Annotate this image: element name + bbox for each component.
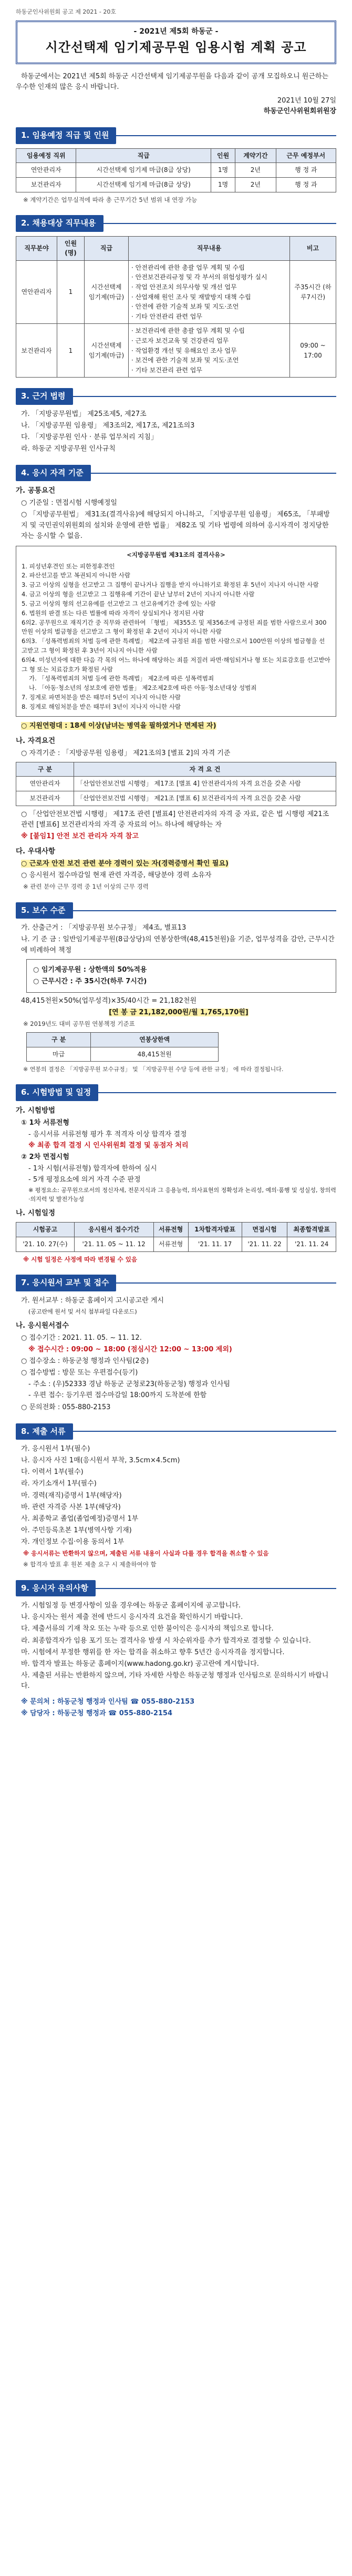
doc-item: 다. 이력서 1부(필수) — [21, 1468, 84, 1477]
section-2-header — [16, 215, 336, 231]
salary-table: 구 분 연봉상한액 마급 48,415천원 — [26, 1032, 219, 1062]
section-7-title: 7. 응시원서 교부 및 접수 — [16, 1275, 116, 1291]
age-requirement: ○ 지원연령대 : 18세 이상(남녀는 병역을 필하였거나 면제된 자) — [21, 721, 216, 730]
section-8-title: 8. 제출 서류 — [16, 1423, 73, 1440]
disqualification-box: <지방공무원법 제31조의 결격사유> 1. 피성년후견인 또는 피한정후견인 2. 파산선고를 받고 복권되지 아니한 사람 3. 금고 이상의 실형을 선고받고 그 집행이 끝나거나 집행을 받지 아니하기로 확정된 후 5년이 지나지 아니한 사람 4. 금고 이상의 형을 선고받고 그 집행유예 기간이 끝난 날부터 2년이 지나지 아니한 사람 5. 금고 이상의 형의 선고유예를 선고받고 그 선고유예기간 중에 있는 사람 6. 법원의 판결 또는 다른 법률에 따라 자격이 상실되거나 정지된 사람 6의2. 공무원으로 재직기간 중 직무와 관련하여 「형법」 제355조 및 제356조에 규정된 죄를 범한 사람으로서 300만원 이상의 벌금형을 선고받고 그 형이 확정된 후 2년이 지나지 아니한 사람 6의3. 「성폭력범죄의 처벌 등에 관한 특례법」 제2조에 규정된 죄를 범한 사람으로서 100만원 이상의 벌금형을 선고받고 그 형이 확정된 후 3년이 지나지 아니한 사람 6의4. 미성년자에 대한 다음 각 목의 어느 하나에 해당하는 죄를 저질러 파면·해임되거나 형 또는 치료감호를 선고받아 그 형 또는 치료감호가 확정된 사람 가. 「성폭력범죄의 처벌 등에 관한 특례법」 제2조에 따른 성폭력범죄 나. 「아동·청소년의 성보호에 관한 법률」 제2조제2호에 따른 아동·청소년대상 성범죄 7. 징계로 파면처분을 받은 때부터 5년이 지나지 아니한 사람 8. 징계로 해임처분을 받은 때부터 3년이 지나지 아니한 사람 — [16, 546, 336, 717]
caution-item: 가. 시험일정 등 변경사항이 있을 경우에는 하동군 홈페이지에 공고합니다. — [21, 1602, 241, 1610]
notice-page: 하동군인사위원회 공고 제 2021 - 20호 - 2021년 제5회 하동군 - 시간선택제 임기제공무원 임용시험 계획 공고 하동군에서는 2021년 제5회 하동군 시간선택제 임기제공무원을 다음과 같이 공개 모집하오니 원근하는 우수한 인재의 많은 응시 바랍니다. 2021년 10월 27일 하동군인사위원회위원장 1. 임용예정 직급 및 인원 임용예정 직위 직급 인원 계약기간 근무 예정부서 연안관리자 시간선택제 임기제 마급(8급 상당) 1명 2년 행 정 과 보건관리자 시간선택제 임기제 마급(8급 상당) 1명 2년 행 정 과 ※ 계약기간은 업무실적에 따라 총 근무기간 5년 범위 내 연장 가능 2. 채용대상 직무내용 직무분야 인원(명) 직급 직무내용 비고 연안관리자 1 시간선택제 임기제(마급) · 안전관리에 관한 총괄 업무 계획 및 수립 · 안전보건관리규정 및 각 부서의 위험성평가 실시 · 작업 안전조치 의무사항 및 개선 업무 · 산업재해 원인 조사 및 재발방지 대책 수립 · 안전에 관한 기술적 보좌 및 지도·조언 · 기타 안전관리 관련 업무 주35시간 (하루7시간) 보건관리자 1 시간선택제 임기제(마급) · 보건관리에 관한 총괄 업무 계획 및 수립 · 근로자 보건교육 및 건강관리 업무 · 작업환경 개선 및 유해요인 조사 업무 · 보건에 관한 기술적 보좌 및 지도·조언 · 기타 보건관리 관련 업무 09:00 ~ 17:00 3. 근거 법령 가. 「지방공무원법」 제25조제5, 제27조 나. 「지방공무원 임용령」 제3조의2, 제17조, 제21조의3 다. 「지방공무원 인사 · 분류 업무처리 지침」 라. 하동군 지방공무원 인사규칙 4. 응시 자격 기준 가. 공통요건 ○ 기준일 : 면접시험 시행예정일 ○ 「지방공무원법」 제31조(결격사유)에 해당되지 아니하고, 「지방공무원 임용령」 제65조, 「부패방지 및 국민권익위원회의 설치와 운영에 관한 법률」 제82조 및 기타 법령에 의하여 응시자격이 정지당한 자는 응시할 수 없음. <지방공무원법 제31조의 결격사유> 1. 피성년후견인 또는 피한정후견인 2. 파산선고를 받고 복권되지 아니한 사람 3. 금고 이상의 실형을 선고받고 그 집행이 끝나거나 집행을 받지 아니하기로 확정된 후 5년이 지나지 아니한 사람 4. 금고 이상의 형을 선고받고 그 집행유예 기간이 끝난 날부터 2년이 지나지 아니한 사람 5. 금고 이상의 형의 선고유예를 선고받고 그 선고유예기간 중에 있는 사람 6. 법원의 판결 또는 다른 법률에 따라 자격이 상실되거나 정지된 사람 6의2. 공무원으로 재직기간 중 직무와 관련하여 「형법」 제355조 및 제356조에 규정된 죄를 범한 사람으로서 300만원 이상의 벌금형을 선고받고 그 형이 확정된 후 2년이 지나지 아니한 사람 6의3. 「성폭력범죄의 처벌 등에 관한 특례법」 제2조에 규정된 죄를 범한 사람으로서 100만원 이상의 벌금형을 선고받고 그 형이 확정된 후 3년이 지나지 아니한 사람 6의4. 미성년자에 대한 다음 각 목의 어느 하나에 해당하는 죄를 저질러 파면·해임되거나 형 또는 치료감호를 선고받아 그 형 또는 치료감호가 확정된 사람 가. 「성폭력범죄의 처벌 등에 관한 특례법」 제2조에 따른 성폭력범죄 나. 「아동·청소년의 성보호에 관한 법률」 제2조제2호에 따른 아동·청소년대상 성범죄 7. 징계로 파면처분을 받은 때부터 5년이 지나지 아니한 사람 8. 징계로 해임처분을 받은 때부터 3년이 지나지 아니한 사람 ○ 지원연령대 : 18세 이상(남녀는 병역을 필하였거나 면제된 자) 나. 자격요건 ○ 자격기준 : 「지방공무원 임용령」 제21조의3 [별표 2]의 자격 기준 구 분 자 격 요 건 연안관리자 「산업안전보건법 시행령」 제17조 [별표 4] 안전관리자의 자격 요건을 갖춘 사람 보건관리자 「산업안전보건법 시행령」 제21조 [별표 6] 보건관리자의 자격 요건을 갖춘 사람 ○ 「산업안전보건법 시행령」 제17조 관련 [별표4] 안전관리자의 자격 중 자료, 같은 법 시행령 제21조 관련 [별표6] 보건관리자의 자격 중 자료의 어느 하나에 해당하는 자 ※ [붙임1] 안전 보건 관리자 자격 참고 다. 우대사항 ○ 근로자 안전 보건 관련 분야 경력이 있는 자(경력증명서 확인 필요) ○ 응시원서 접수마감일 현재 관련 자격증, 해당분야 경력 소유자 ※ 관련 분야 근무 경력 중 1년 이상의 근무 경력 5. 보수 수준 가. 산출근거 : 「지방공무원 보수규정」 제4조, 별표13 나. 기 준 금 : 일반임기제공무원(8급상당)의 연봉상한액(48,415천원)을 기준, 업무성격을 감안, 근무시간에 비례하여 책정 ○ 임기제공무원 : 상한액의 50%적용 ○ 근무시간 : 주 35시간(하루 7시간) 48,415천원×50%(업무성격)×35/40시간 = 21,182천원 [연 봉 금 21,182,000원/월 1,765,170원] ※ 2019년도 대비 공무원 연봉책정 기준표 구 분 연봉상한액 마급 48,415천원 ※ 연봉의 결정은 「지방공무원 보수규정」 및 「지방공무원 수당 등에 관한 규정」 에 따라 결정됩니다. 6. 시험방법 및 일정 가. 시험방법 ① 1차 서류전형 - 응시서류 서류전형 평가 후 적격자 이상 합격자 결정 ※ 최종 합격 결정 시 인사위원회 결정 및 동점자 처리 ② 2차 면접시험 - 1차 시험(서류전형) 합격자에 한하여 실시 - 5개 평정요소에 의거 자격 수준 판정 ※ 평정요소: 공무원으로서의 정신자세, 전문지식과 그 응용능력, 의사표현의 정확성과 논리성, 예의·품행 및 성실성, 창의력·의지력 및 발전가능성 나. 시험일정 시험공고 응시원서 접수기간 서류전형 1차합격자발표 면접시험 최종합격발표 '21. 10. 27(수) '21. 11. 05 ~ 11. 12 서류전형 '21. 11. 17 '21. 11. 22 '21. 11. 24 ※ 시험 일정은 사정에 따라 변경될 수 있음 7. 응시원서 교부 및 접수 가. 원서교부 : 하동군 홈페이지 고시공고란 게시 (공고란에 원서 및 서식 첨부파일 다운로드) 나. 응시원서접수 ○ 접수기간 : 2021. 11. 05. ~ 11. 12. ※ 접수시간 : 09:00 ~ 18:00 (점심시간 12:00 ~ 13:00 제외) ○ 접수장소 : 하동군청 행정과 인사팀(2층) ○ 접수방법 : 방문 또는 우편접수(등기) - 주소 : (우)52333 경남 하동군 군청로23(하동군청) 행정과 인사팀 - 우편 접수: 등기우편 접수마감일 18:00까지 도착분에 한함 ○ 문의전화 : 055-880-2153 8. 제출 서류 가. 응시원서 1부(필수) 나. 응시자 사진 1매(응시원서 부착, 3.5cm×4.5cm) 다. 이력서 1부(필수) 라. 자기소개서 1부(필수) 마. 경력(재직)증명서 1부(해당자) 바. 관련 자격증 사본 1부(해당자) 사. 최종학교 졸업(졸업예정)증명서 1부 아. 주민등록초본 1부(병역사항 기재) 자. 개인정보 수집·이용 동의서 1부 ※ 응시서류는 반환하지 않으며, 제출된 서류 내용이 사실과 다를 경우 합격을 취소할 수 있음 ※ 합격자 발표 후 원본 제출 요구 시 제출하여야 함 9. 응시자 유의사항 가. 시험일정 등 변경사항이 있을 경우에는 하동군 홈페이지에 공고합니다. 나. 응시자는 원서 제출 전에 반드시 응시자격 요건을 확인하시기 바랍니다. 다. 제출서류의 기재 착오 또는 누락 등으로 인한 불이익은 응시자의 책임으로 합니다. 라. 최종합격자가 임용 포기 또는 결격사유 발생 시 차순위자를 추가 합격자로 결정할 수 있습니다. 마. 시험에서 부정한 행위를 한 자는 합격을 취소하고 향후 5년간 응시자격을 정지합니다. 바. 합격자 발표는 하동군 홈페이지(www.hadong.go.kr) 공고란에 게시합니다. 사. 제출된 서류는 반환하지 않으며, 기타 자세한 사항은 하동군청 행정과 인사팀으로 문의하시기 바랍니다. ※ 문의처 : 하동군청 행정과 인사팀 ☎ 055-880-2153 ※ 담당자 : 하동군청 행정과 ☎ 055-880-2154 — [0, 0, 352, 2576]
issuing-org: 하동군인사위원회위원장 — [263, 107, 336, 116]
caution-item: 나. 응시자는 원서 제출 전에 반드시 응시자격 요건을 확인하시기 바랍니다. — [21, 1613, 243, 1622]
qualification-table: 구 분 자 격 요 건 연안관리자 「산업안전보건법 시행령」 제17조 [별표 4] 안전관리자의 자격 요건을 갖춘 사람 보건관리자 「산업안전보건법 시행령」 제21조 [별표 6] 보건관리자의 자격 요건을 갖춘 사람 — [16, 762, 336, 806]
position-table — [16, 148, 336, 192]
doc-item: 라. 자기소개서 1부(필수) — [21, 1480, 97, 1488]
col-header: 직급 — [76, 148, 211, 163]
table-row: '21. 10. 27(수) '21. 11. 05 ~ 11. 12 서류전형 '21. 11. 17 '21. 11. 22 '21. 11. 24 — [16, 1237, 336, 1251]
section-3-header — [16, 388, 336, 404]
col-header: 근무 예정부서 — [276, 148, 336, 163]
section-9-title: 9. 응시자 유의사항 — [16, 1580, 96, 1596]
law-item: 라. 하동군 지방공무원 인사규칙 — [21, 444, 116, 453]
law-item: 가. 「지방공무원법」 제25조제5, 제27조 — [21, 410, 147, 418]
page-title: 시간선택제 임기제공무원 임용시험 계획 공고 — [45, 39, 307, 55]
doc-item: 아. 주민등록초본 1부(병역사항 기재) — [21, 1526, 132, 1534]
caution-item: 다. 제출서류의 기재 착오 또는 누락 등으로 인한 불이익은 응시자의 책임으로 합니다. — [21, 1625, 274, 1633]
duty-table: 직무분야 인원(명) 직급 직무내용 비고 연안관리자 1 시간선택제 임기제(마급) · 안전관리에 관한 총괄 업무 계획 및 수립 · 안전보건관리규정 및 각 부서의 위험성평가 실시 · 작업 안전조치 의무사항 및 개선 업무 · 산업재해 원인 조사 및 재발방지 대책 수립 · 안전에 관한 기술적 보좌 및 지도·조언 · 기타 안전관리 관련 업무 주35시간 (하루7시간) 보건관리자 1 시간선택제 임기제(마급) · 보건관리에 관한 총괄 업무 계획 및 수립 · 근로자 보건교육 및 건강관리 업무 · 작업환경 개선 및 유해요인 조사 업무 · 보건에 관한 기술적 보좌 및 지도·조언 · 기타 보건관리 관련 업무 09:00 ~ 17:00 — [16, 236, 336, 378]
pay-box: ○ 임기제공무원 : 상한액의 50%적용 ○ 근무시간 : 주 35시간(하루 7시간) — [26, 959, 336, 993]
table-row: 보건관리자 「산업안전보건법 시행령」 제21조 [별표 6] 보건관리자의 자격 요건을 갖춘 사람 — [16, 791, 336, 806]
table-note: ※ 계약기간은 업무실적에 따라 총 근무기간 5년 범위 내 연장 가능 — [23, 196, 198, 203]
caution-item: 라. 최종합격자가 임용 포기 또는 결격사유 발생 시 차순위자를 추가 합격자로 결정할 수 있습니다. — [21, 1636, 311, 1645]
doc-item: 나. 응시자 사진 1매(응시원서 부착, 3.5cm×4.5cm) — [21, 1457, 180, 1465]
schedule-table: 시험공고 응시원서 접수기간 서류전형 1차합격자발표 면접시험 최종합격발표 '21. 10. 27(수) '21. 11. 05 ~ 11. 12 서류전형 '21. 11. 17 '21. 11. 22 '21. 11. 24 — [16, 1222, 336, 1251]
table-row: 마급 48,415천원 — [27, 1047, 219, 1062]
doc-item: 바. 관련 자격증 사본 1부(해당자) — [21, 1503, 121, 1511]
section-5-title: 5. 보수 수준 — [16, 902, 73, 919]
law-item: 나. 「지방공무원 임용령」 제3조의2, 제17조, 제21조의3 — [21, 421, 195, 430]
doc-item: 자. 개인정보 수집·이용 동의서 1부 — [21, 1538, 125, 1546]
section-1-header — [16, 127, 336, 144]
table-row: 연안관리자 「산업안전보건법 시행령」 제17조 [별표 4] 안전관리자의 자격 요건을 갖춘 사람 — [16, 777, 336, 791]
caution-item: 마. 시험에서 부정한 행위를 한 자는 합격을 취소하고 향후 5년간 응시자격을 정지합니다. — [21, 1648, 285, 1656]
section-6-title: 6. 시험방법 및 일정 — [16, 1084, 98, 1101]
doc-item: 사. 최종학교 졸업(졸업예정)증명서 1부 — [21, 1514, 139, 1523]
intro-text: 하동군에서는 2021년 제5회 하동군 시간선택제 임기제공무원을 다음과 같이 공개 모집하오니 원근하는 우수한 인재의 많은 응시 바랍니다. — [16, 72, 328, 91]
notice-date: 2021년 10월 27일 — [277, 97, 336, 105]
attachment-link[interactable]: ※ [붙임1] 안전 보건 관리자 자격 참고 — [21, 832, 139, 840]
contact-info: ※ 담당자 : 하동군청 행정과 ☎ 055-880-2154 — [21, 1709, 173, 1718]
table-row: 연안관리자 1 시간선택제 임기제(마급) · 안전관리에 관한 총괄 업무 계획 및 수립 · 안전보건관리규정 및 각 부서의 위험성평가 실시 · 작업 안전조치 의무사항 및 개선 업무 · 산업재해 원인 조사 및 재발방지 대책 수립 · 안전에 관한 기술적 보좌 및 지도·조언 · 기타 안전관리 관련 업무 주35시간 (하루7시간) — [16, 260, 336, 324]
doc-item: 마. 경력(재직)증명서 1부(해당자) — [21, 1491, 122, 1500]
col-header: 임용예정 직위 — [16, 148, 76, 163]
title-sub: - 2021년 제5회 하동군 - — [133, 27, 219, 36]
salary-result: [연 봉 금 21,182,000원/월 1,765,170원] — [109, 1009, 249, 1017]
section-9-header — [16, 1580, 336, 1596]
section-1-title: 1. 임용예정 직급 및 인원 — [16, 127, 116, 144]
section-4-header — [16, 465, 336, 481]
table-row: 보건관리자 1 시간선택제 임기제(마급) · 보건관리에 관한 총괄 업무 계획 및 수립 · 근로자 보건교육 및 건강관리 업무 · 작업환경 개선 및 유해요인 조사 업무 · 보건에 관한 기술적 보좌 및 지도·조언 · 기타 보건관리 관련 업무 09:00 ~ 17:00 — [16, 324, 336, 378]
contact-info: ※ 문의처 : 하동군청 행정과 인사팀 ☎ 055-880-2153 — [21, 1698, 195, 1706]
notice-number: 하동군인사위원회 공고 제 2021 - 20호 — [16, 8, 116, 15]
section-6-header — [16, 1084, 336, 1101]
section-7-header — [16, 1275, 336, 1291]
section-2-title: 2. 채용대상 직무내용 — [16, 215, 103, 231]
caution-item: 사. 제출된 서류는 반환하지 않으며, 기타 자세한 사항은 하동군청 행정과 인사팀으로 문의하시기 바랍니다. — [21, 1671, 329, 1691]
section-4-title: 4. 응시 자격 기준 — [16, 465, 91, 481]
col-header: 계약기간 — [235, 148, 276, 163]
table-row: 연안관리자 시간선택제 임기제 마급(8급 상당) 1명 2년 행 정 과 — [16, 163, 336, 178]
doc-item: 가. 응시원서 1부(필수) — [21, 1444, 90, 1453]
section-8-header — [16, 1423, 336, 1440]
title-box — [16, 21, 336, 64]
caution-item: 바. 합격자 발표는 하동군 홈페이지(www.hadong.go.kr) 공고란에 게시합니다. — [21, 1659, 259, 1668]
col-header: 인원 — [211, 148, 235, 163]
section-3-title: 3. 근거 법령 — [16, 388, 73, 404]
table-row: 보건관리자 시간선택제 임기제 마급(8급 상당) 1명 2년 행 정 과 — [16, 177, 336, 192]
law-item: 다. 「지방공무원 인사 · 분류 업무처리 지침」 — [21, 433, 158, 441]
section-5-header — [16, 902, 336, 919]
